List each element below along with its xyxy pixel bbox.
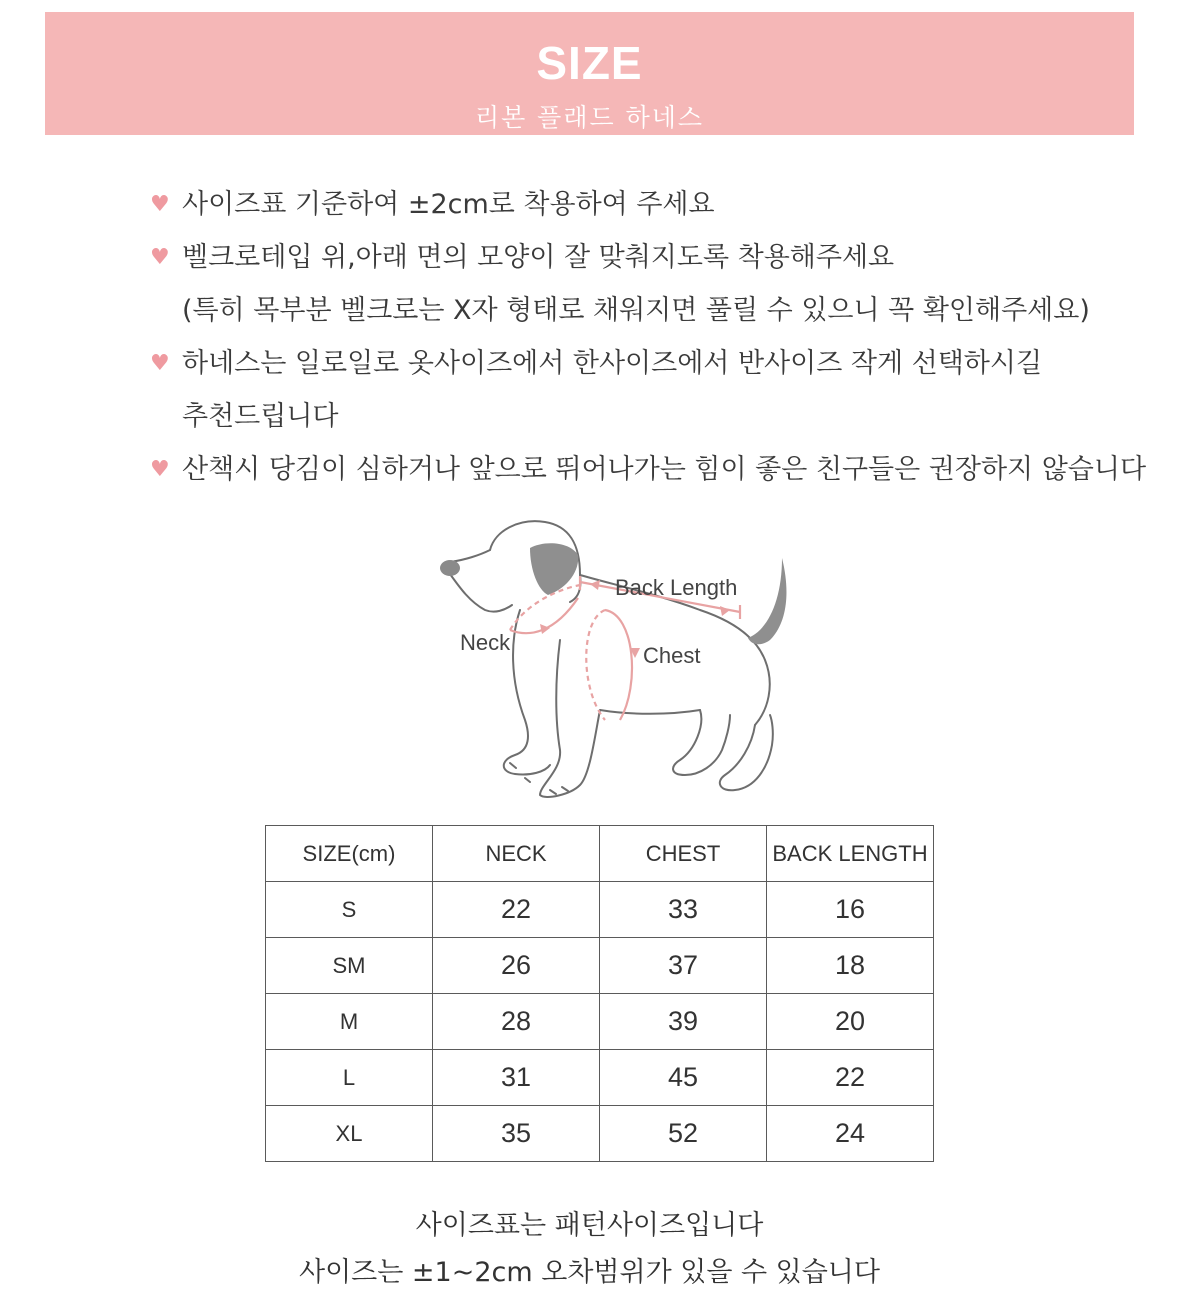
dog-nose-icon bbox=[440, 560, 460, 576]
note-item bbox=[150, 337, 1150, 390]
table-row bbox=[266, 938, 934, 994]
note-text: (특히 목부분 벨크로는 X자 형태로 채워지면 풀릴 수 있으니 꼭 확인해주세요) bbox=[182, 295, 1090, 326]
note-text: 추천드립니다 bbox=[182, 401, 339, 432]
size-cell: L bbox=[266, 1050, 433, 1106]
table-cell: 24 bbox=[767, 1106, 934, 1162]
heart-icon: ♥ bbox=[150, 192, 170, 217]
table-cell: 22 bbox=[767, 1050, 934, 1106]
note-text: 벨크로테입 위,아래 면의 모양이 잘 맞춰지도록 착용해주세요 bbox=[182, 242, 895, 273]
note-item bbox=[150, 178, 1150, 231]
table-cell: 28 bbox=[433, 994, 600, 1050]
size-cell: XL bbox=[266, 1106, 433, 1162]
notes-list bbox=[150, 178, 1150, 496]
note-item bbox=[150, 231, 1150, 284]
table-cell: 35 bbox=[433, 1106, 600, 1162]
table-cell: 45 bbox=[600, 1050, 767, 1106]
table-row bbox=[266, 1106, 934, 1162]
note-text: 사이즈표 기준하여 ±2cm로 착용하여 주세요 bbox=[182, 189, 715, 220]
table-cell: 22 bbox=[433, 882, 600, 938]
heart-icon: ♥ bbox=[150, 245, 170, 270]
banner-subtitle: 리본 플래드 하네스 bbox=[474, 103, 705, 132]
note-text: 하네스는 일로일로 옷사이즈에서 한사이즈에서 반사이즈 작게 선택하시길 bbox=[182, 348, 1043, 379]
table-cell: 33 bbox=[600, 882, 767, 938]
table-header-row bbox=[266, 826, 934, 882]
title-banner bbox=[45, 12, 1134, 135]
table-row bbox=[266, 1050, 934, 1106]
note-item bbox=[150, 443, 1150, 496]
table-cell: 26 bbox=[433, 938, 600, 994]
footer-note-tolerance: 사이즈는 ±1~2cm 오차범위가 있을 수 있습니다 bbox=[299, 1257, 880, 1288]
size-cell: M bbox=[266, 994, 433, 1050]
table-cell: 16 bbox=[767, 882, 934, 938]
note-item-continued bbox=[150, 390, 1150, 443]
chest-label: Chest bbox=[643, 643, 701, 668]
footer-note-pattern: 사이즈표는 패턴사이즈입니다 bbox=[415, 1210, 764, 1241]
table-row bbox=[266, 882, 934, 938]
table-cell: 37 bbox=[600, 938, 767, 994]
dog-outline-icon bbox=[450, 521, 773, 797]
banner-title: SIZE bbox=[536, 37, 643, 89]
table-header-cell: NECK bbox=[433, 826, 600, 882]
back-length-label: Back Length bbox=[615, 575, 738, 600]
neck-label: Neck bbox=[460, 630, 511, 655]
size-cell: SM bbox=[266, 938, 433, 994]
table-header-cell: BACK LENGTH bbox=[767, 826, 934, 882]
heart-icon: ♥ bbox=[150, 457, 170, 482]
table-row bbox=[266, 994, 934, 1050]
note-item-continued bbox=[150, 284, 1150, 337]
size-cell: S bbox=[266, 882, 433, 938]
table-cell: 20 bbox=[767, 994, 934, 1050]
size-table bbox=[265, 825, 934, 1162]
table-cell: 52 bbox=[600, 1106, 767, 1162]
note-text: 산책시 당김이 심하거나 앞으로 뛰어나가는 힘이 좋은 친구들은 권장하지 않습니다 bbox=[182, 454, 1147, 485]
dog-tail-icon bbox=[748, 558, 786, 644]
table-cell: 18 bbox=[767, 938, 934, 994]
table-header-cell: CHEST bbox=[600, 826, 767, 882]
heart-icon: ♥ bbox=[150, 351, 170, 376]
table-cell: 31 bbox=[433, 1050, 600, 1106]
table-header-cell: SIZE(cm) bbox=[266, 826, 433, 882]
dog-measurement-diagram bbox=[430, 510, 810, 805]
table-cell: 39 bbox=[600, 994, 767, 1050]
